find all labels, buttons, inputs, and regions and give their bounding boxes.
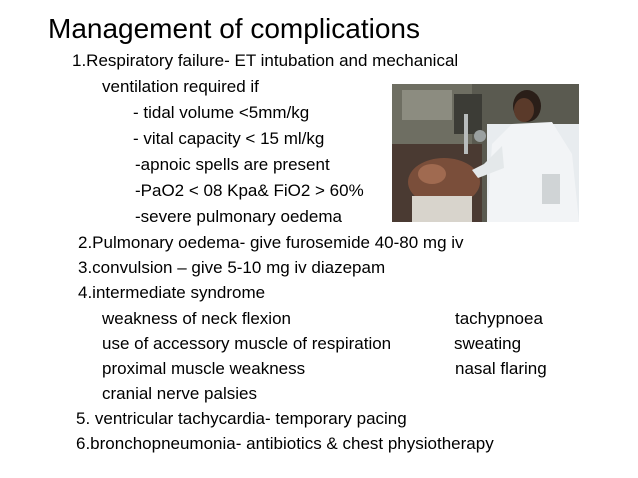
criterion-pao2-fio2: -PaO2 < 08 Kpa& FiO2 > 60% — [135, 181, 364, 200]
criterion-pulmonary-oedema: -severe pulmonary oedema — [135, 207, 342, 226]
symptom-tachypnoea: tachypnoea — [455, 309, 543, 328]
symptom-neck-flexion-weakness: weakness of neck flexion — [102, 309, 291, 328]
icu-ventilation-photo — [392, 84, 579, 222]
item-ventricular-tachycardia: 5. ventricular tachycardia- temporary pacing — [76, 409, 407, 428]
symptom-sweating: sweating — [454, 334, 522, 353]
symptom-cranial-nerve-palsies: cranial nerve palsies — [102, 384, 257, 403]
slide-title: Management of complications — [48, 13, 420, 44]
item-respiratory-failure-continued: ventilation required if — [102, 77, 259, 96]
symptom-proximal-muscle-weakness: proximal muscle weakness — [102, 359, 306, 378]
item-pulmonary-oedema: 2.Pulmonary oedema- give furosemide 40-80 mg iv — [78, 233, 464, 252]
item-convulsion: 3.convulsion – give 5-10 mg iv diazepam — [78, 258, 386, 277]
criterion-apnoic-spells: -apnoic spells are present — [135, 155, 330, 174]
symptom-nasal-flaring: nasal flaring — [455, 359, 547, 378]
item-respiratory-failure: 1.Respiratory failure- ET intubation and mechanical — [72, 51, 459, 70]
item-intermediate-syndrome: 4.intermediate syndrome — [78, 283, 266, 302]
symptom-accessory-muscle-use: use of accessory muscle of respiration — [102, 334, 392, 353]
criterion-tidal-volume: - tidal volume <5mm/kg — [133, 103, 310, 122]
criterion-vital-capacity: - vital capacity < 15 ml/kg — [133, 129, 325, 148]
item-bronchopneumonia: 6.bronchopneumonia- antibiotics & chest physiotherapy — [76, 434, 494, 453]
